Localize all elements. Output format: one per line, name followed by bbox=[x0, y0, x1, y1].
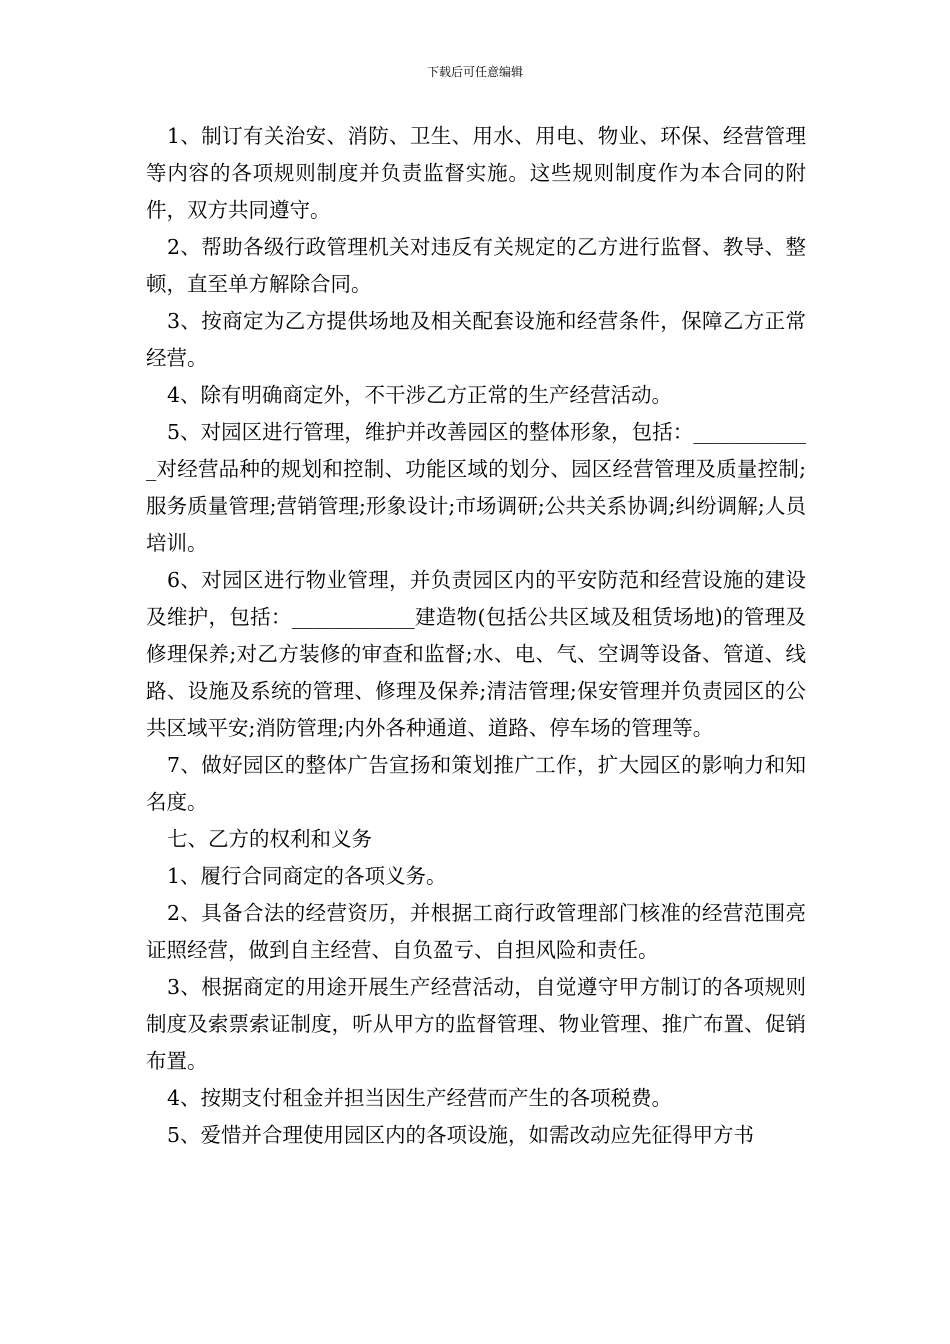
paragraph-duty-1: 1、制订有关治安、消防、卫生、用水、用电、物业、环保、经营管理等内容的各项规则制度并负责监督实施。这些规则制度作为本合同的附件，双方共同遵守。 bbox=[146, 124, 806, 222]
paragraph-b-duty-2: 2、具备合法的经营资历，并根据工商行政管理部门核准的经营范围亮证照经营，做到自主经营、自负盈亏、自担风险和责任。 bbox=[146, 901, 806, 962]
paragraph-b-duty-3: 3、根据商定的用途开展生产经营活动，自觉遵守甲方制订的各项规则制度及索票索证制度，听从甲方的监督管理、物业管理、推广布置、促销布置。 bbox=[146, 975, 806, 1073]
paragraph-duty-5: 5、对园区进行管理，维护并改善园区的整体形象，包括：____________对经营品种的规划和控制、功能区域的划分、园区经营管理及质量控制;服务质量管理;营销管理;形象设计;市场调研;公共关系协调;纠纷调解;人员培训。 bbox=[146, 420, 806, 555]
document-body bbox=[146, 118, 806, 1154]
paragraph-duty-3: 3、按商定为乙方提供场地及相关配套设施和经营条件，保障乙方正常经营。 bbox=[146, 309, 806, 370]
section-heading-party-b: 七、乙方的权利和义务 bbox=[167, 827, 372, 851]
paragraph-b-duty-4: 4、按期支付租金并担当因生产经营而产生的各项税费。 bbox=[167, 1086, 673, 1110]
paragraph-duty-4: 4、除有明确商定外，不干涉乙方正常的生产经营活动。 bbox=[167, 383, 673, 407]
paragraph-duty-7: 7、做好园区的整体广告宣扬和策划推广工作，扩大园区的影响力和知名度。 bbox=[146, 753, 806, 814]
paragraph-duty-2: 2、帮助各级行政管理机关对违反有关规定的乙方进行监督、教导、整顿，直至单方解除合同。 bbox=[146, 235, 806, 296]
paragraph-duty-6: 6、对园区进行物业管理，并负责园区内的平安防范和经营设施的建设及维护，包括：____________建造物(包括公共区域及租赁场地)的管理及修理保养;对乙方装修的审查和监督;水、电、气、空调等设备、管道、线路、设施及系统的管理、修理及保养;清洁管理;保安管理并负责园区的公共区域平安;消防管理;内外各种通道、道路、停车场的管理等。 bbox=[146, 568, 806, 740]
paragraph-b-duty-5: 5、爱惜并合理使用园区内的各项设施，如需改动应先征得甲方书 bbox=[167, 1123, 755, 1147]
paragraph-b-duty-1: 1、履行合同商定的各项义务。 bbox=[167, 864, 447, 888]
page-header: 下载后可任意编辑 bbox=[426, 65, 523, 79]
